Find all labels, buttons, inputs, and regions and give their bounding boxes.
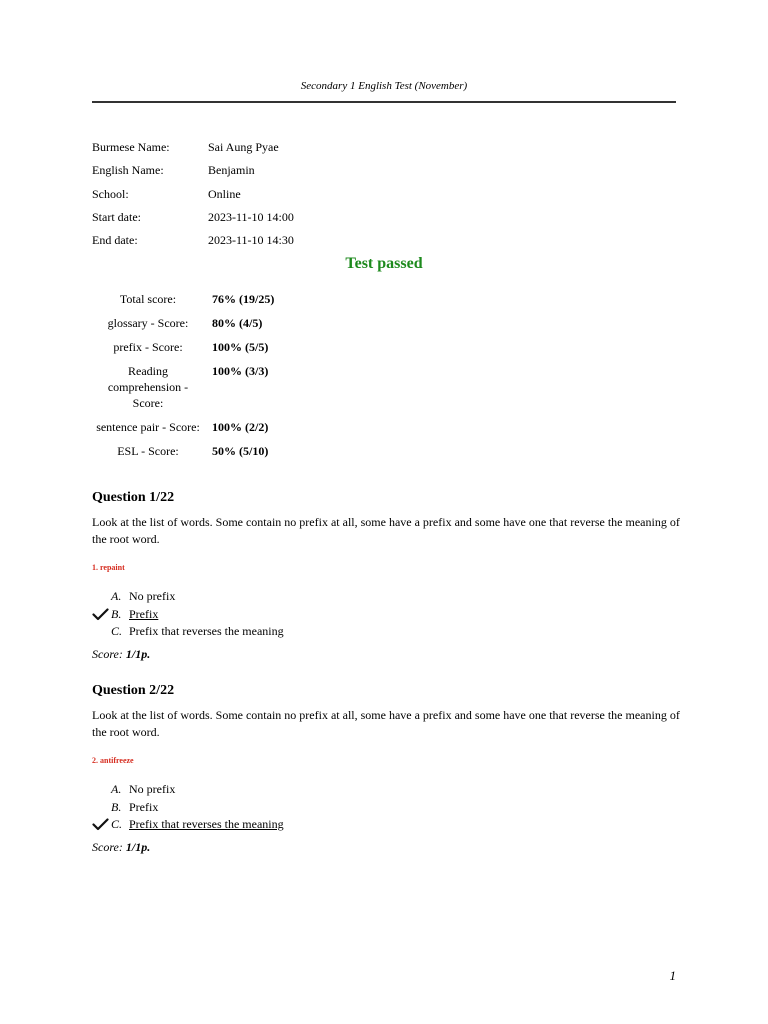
score-table — [96, 291, 274, 467]
score-label: Total score: — [119, 292, 177, 306]
option-text: Prefix that reverses the meaning — [129, 624, 284, 639]
check-icon — [92, 608, 111, 621]
question-title: Question 1/22 — [92, 490, 175, 505]
page-header: Secondary 1 English Test (November) — [300, 80, 468, 92]
test-status: Test passed — [345, 255, 423, 272]
score-label: prefix - Score: — [113, 340, 183, 354]
option-letter: A. — [111, 782, 122, 797]
option-letter: C. — [111, 624, 123, 639]
info-row-burmese-name — [92, 140, 294, 163]
score-value: 100% (5/5) — [212, 340, 269, 354]
score-row-glossary — [96, 315, 274, 331]
info-row-school — [92, 187, 294, 210]
info-row-end-date — [92, 233, 294, 256]
info-label: School: — [92, 186, 129, 201]
score-row-reading-comprehension — [96, 363, 274, 411]
score-label: ESL - Score: — [117, 444, 179, 458]
info-label: Start date: — [92, 209, 141, 224]
check-icon — [92, 818, 111, 831]
option-text: No prefix — [129, 782, 176, 797]
question-block — [92, 683, 682, 855]
answer-options — [92, 781, 682, 834]
question-item: 1. repaint — [92, 563, 125, 572]
option-letter: B. — [111, 799, 122, 814]
score-prefix: Score: — [92, 839, 123, 854]
header-divider — [92, 101, 676, 103]
answer-option-b — [92, 606, 682, 624]
question-text: Look at the list of words. Some contain no prefix at all, some have a prefix and some have one that reverse the meaning of the root word. — [92, 515, 680, 546]
score-value: 1/1p. — [125, 839, 151, 854]
score-value: 1/1p. — [125, 646, 151, 661]
info-value: Benjamin — [208, 163, 255, 178]
score-row-sentence-pair — [96, 419, 274, 435]
score-label: sentence pair - Score: — [96, 420, 200, 434]
info-value: Online — [208, 186, 241, 201]
answer-option-a — [92, 588, 682, 606]
info-label: English Name: — [92, 163, 164, 178]
score-label: glossary - Score: — [107, 316, 189, 330]
option-text: No prefix — [129, 589, 176, 604]
question-text: Look at the list of words. Some contain no prefix at all, some have a prefix and some have one that reverse the meaning of the root word. — [92, 708, 680, 739]
answer-option-a — [92, 781, 682, 799]
score-prefix: Score: — [92, 646, 123, 661]
question-score — [92, 840, 682, 855]
score-row-prefix — [96, 339, 274, 355]
score-row-total — [96, 291, 274, 307]
score-value: 80% (4/5) — [212, 316, 263, 330]
info-value: Sai Aung Pyae — [208, 140, 279, 154]
info-row-english-name — [92, 163, 294, 186]
score-value: 100% (3/3) — [212, 364, 269, 378]
answer-option-c — [92, 816, 682, 834]
score-row-esl — [96, 443, 274, 459]
student-info — [92, 140, 294, 256]
score-value: 100% (2/2) — [212, 420, 269, 434]
score-value: 76% (19/25) — [212, 292, 275, 306]
option-letter: A. — [111, 589, 122, 604]
info-value: 2023-11-10 14:00 — [208, 209, 294, 224]
info-row-start-date — [92, 210, 294, 233]
info-label: End date: — [92, 233, 138, 248]
option-text: Prefix that reverses the meaning — [129, 817, 284, 832]
answer-option-b — [92, 799, 682, 817]
question-block — [92, 490, 682, 662]
score-value: 50% (5/10) — [212, 444, 269, 458]
question-score — [92, 647, 682, 662]
info-value: 2023-11-10 14:30 — [208, 233, 294, 248]
question-item: 2. antifreeze — [92, 756, 134, 765]
option-letter: B. — [111, 606, 122, 621]
option-text: Prefix — [129, 606, 159, 621]
option-text: Prefix — [129, 799, 159, 814]
score-label: Reading comprehension - Score: — [107, 364, 189, 410]
answer-options — [92, 588, 682, 641]
answer-option-c — [92, 623, 682, 641]
question-title: Question 2/22 — [92, 683, 175, 698]
page-number: 1 — [669, 968, 676, 983]
info-label: Burmese Name: — [92, 140, 170, 154]
option-letter: C. — [111, 817, 123, 832]
